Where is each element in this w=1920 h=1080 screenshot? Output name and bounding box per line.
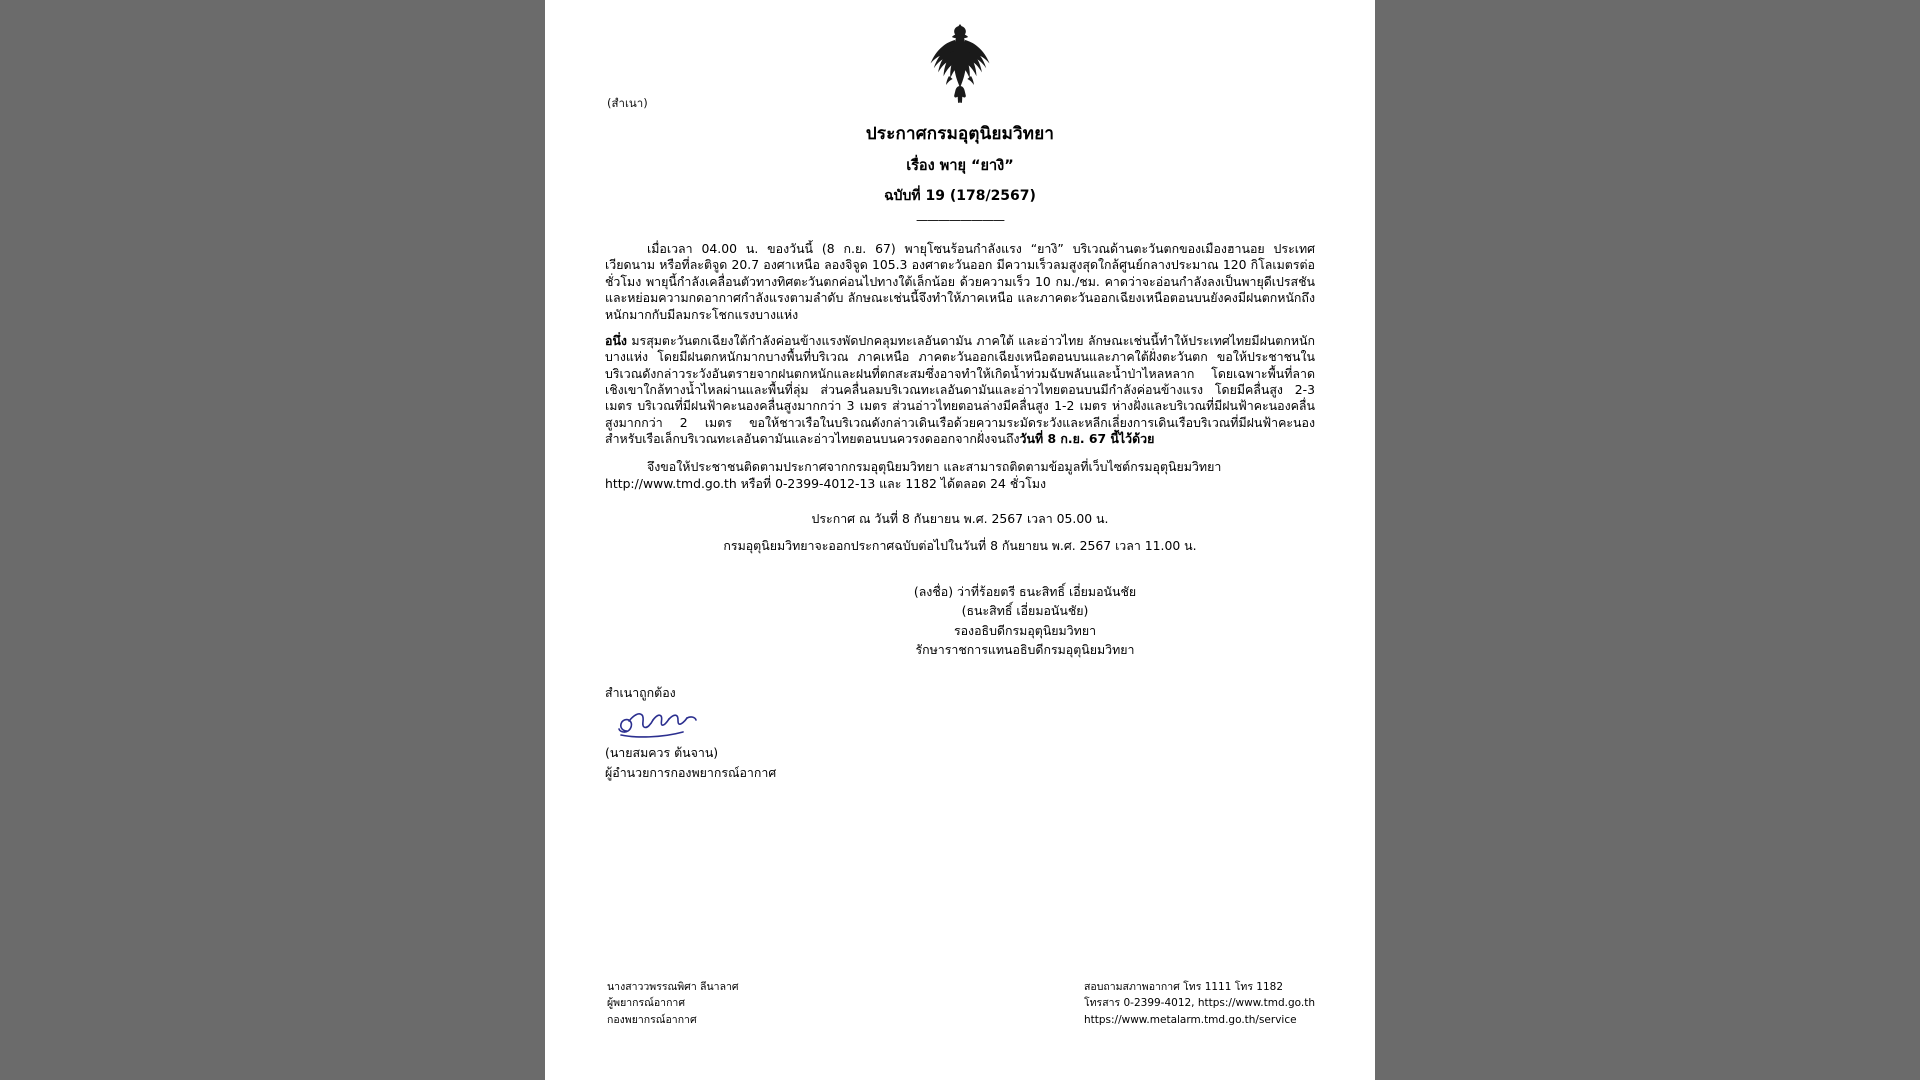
garuda-emblem-icon [605,24,1315,106]
title-divider: ———————— [916,213,1004,227]
footer-right-line-2: โทรสาร 0-2399-4012, https://www.tmd.go.th [1084,997,1315,1010]
page-footer [607,979,1315,1028]
footer-left-line-1: นางสาววพรรณพิศา ลีนาลาศ [607,981,739,994]
certify-position: ผู้อำนวยการกองพยากรณ์อากาศ [605,764,777,780]
copy-mark: (สำเนา) [607,96,648,110]
paragraph-2-bold-tail: วันที่ 8 ก.ย. 67 นี้ไว้ด้วย [1019,431,1155,447]
signature-line-1: (ลงชื่อ) ว่าที่ร้อยตรี ธนะสิทธิ์ เอี่ยมอนันชัย [913,584,1137,600]
dates-block [605,511,1315,554]
document-body [605,241,1315,783]
document-page [545,0,1375,1080]
footer-right [1084,979,1315,1028]
signature-block [605,582,1315,659]
paragraph-3-line-2: http://www.tmd.go.th หรือที่ 0-2399-4012-13 และ 1182 ได้ตลอด 24 ชั่วโมง [605,476,1047,492]
certify-header: สำเนาถูกต้อง [605,685,676,701]
paragraph-2-lead: อนึ่ง [605,332,627,348]
page-title: ประกาศกรมอุตุนิยมวิทยา [865,124,1055,144]
paragraph-2 [605,333,1315,448]
paragraph-3 [605,458,1315,494]
announce-date: ประกาศ ณ วันที่ 8 กันยายน พ.ศ. 2567 เวลา 05.00 น. [811,511,1109,527]
footer-left-line-2: ผู้พยากรณ์อากาศ [607,997,685,1010]
footer-left-line-3: กองพยากรณ์อากาศ [607,1013,697,1026]
footer-right-line-3: https://www.metalarm.tmd.go.th/service [1084,1013,1297,1026]
signature-line-3: รองอธิบดีกรมอุตุนิยมวิทยา [953,622,1097,638]
next-issue-note: กรมอุตุนิยมวิทยาจะออกประกาศฉบับต่อไปในวันที่ 8 กันยายน พ.ศ. 2567 เวลา 11.00 น. [723,537,1197,553]
footer-right-line-1: สอบถามสภาพอากาศ โทร 1111 โทร 1182 [1084,981,1284,994]
certify-name: (นายสมควร ต้นจาน) [605,744,719,760]
paragraph-1: เมื่อเวลา 04.00 น. ของวันนี้ (8 ก.ย. 67) พายุโซนร้อนกำลังแรง “ยางิ” บริเวณด้านตะวันตกของเมืองฮานอย ประเทศเวียดนาม หรือที่ละติจูด 20.7 องศาเหนือ ลองจิจูด 105.3 องศาตะวันออก มีความเร็วลมสูงสุดใกล้ศูนย์กลางประมาณ 120 กิโลเมตรต่อชั่วโมง พายุนี้กำลังเคลื่อนตัวทางทิศตะวันตกค่อนไปทางใต้เล็กน้อย ด้วยความเร็ว 10 กม./ชม. คาดว่าจะอ่อนกำลังลงเป็นพายุดีเปรสชันและหย่อมความกดอากาศกำลังแรงตามลำดับ ลักษณะเช่นนี้จึงทำให้ภาคเหนือ และภาคตะวันออกเฉียงเหนือตอนบนยังคงมีฝนตกหนักถึงหนักมากกับมีลมกระโชกแรงบางแห่ง [605,241,1315,322]
signature-line-2: (ธนะสิทธิ์ เอี่ยมอนันชัย) [961,603,1089,619]
document-titles [605,120,1315,227]
signature-line-4: รักษาราชการแทนอธิบดีกรมอุตุนิยมวิทยา [915,641,1135,657]
certification-block [605,683,1315,783]
paragraph-3-line-1: จึงขอให้ประชาชนติดตามประกาศจากกรมอุตุนิยมวิทยา และสามารถติดตามข้อมูลที่เว็บไซต์กรมอุตุนิยมวิทยา [647,458,1222,474]
subject-line: เรื่อง พายุ “ยางิ” [906,158,1014,174]
issue-number: ฉบับที่ 19 (178/2567) [884,188,1036,204]
footer-left [607,979,739,1028]
handwritten-signature-icon [615,705,1315,741]
paragraph-2-text: มรสุมตะวันตกเฉียงใต้กำลังค่อนข้างแรงพัดปกคลุมทะเลอันดามัน ภาคใต้ และอ่าวไทย ลักษณะเช่นนี้ทำให้ประเทศไทยมีฝนตกหนักบางแห่ง โดยมีฝนตกหนักมากบางพื้นที่บริเวณ ภาคเหนือ ภาคตะวันออกเฉียงเหนือตอนบนและภาคใต้ฝั่งตะวันตก ขอให้ประชาชนในบริเวณดังกล่าวระวังอันตรายจากฝนตกหนักและฝนที่ตกสะสมซึ่งอาจทำให้เกิดน้ำท่วมฉับพลันและน้ำป่าไหลหลาก โดยเฉพาะพื้นที่ลาดเชิงเขาใกล้ทางน้ำไหลผ่านและพื้นที่ลุ่ม ส่วนคลื่นลมบริเวณทะเลอันดามันและอ่าวไทยตอนบนมีกำลังค่อนข้างแรง โดยมีคลื่นสูง 2-3 เมตร บริเวณที่มีฝนฟ้าคะนองคลื่นสูงมากกว่า 3 เมตร ส่วนอ่าวไทยตอนล่างมีคลื่นสูง 1-2 เมตร ห่างฝั่งและบริเวณที่มีฝนฟ้าคะนองคลื่นสูงมากกว่า 2 เมตร ขอให้ชาวเรือในบริเวณดังกล่าวเดินเรือด้วยความระมัดระวังและหลีกเลี่ยงการเดินเรือบริเวณที่มีฝนฟ้าคะนอง สำหรับเรือเล็กบริเวณทะเลอันดามันและอ่าวไทยตอนบนควรงดออกจากฝั่งจนถึง [605,332,1315,447]
